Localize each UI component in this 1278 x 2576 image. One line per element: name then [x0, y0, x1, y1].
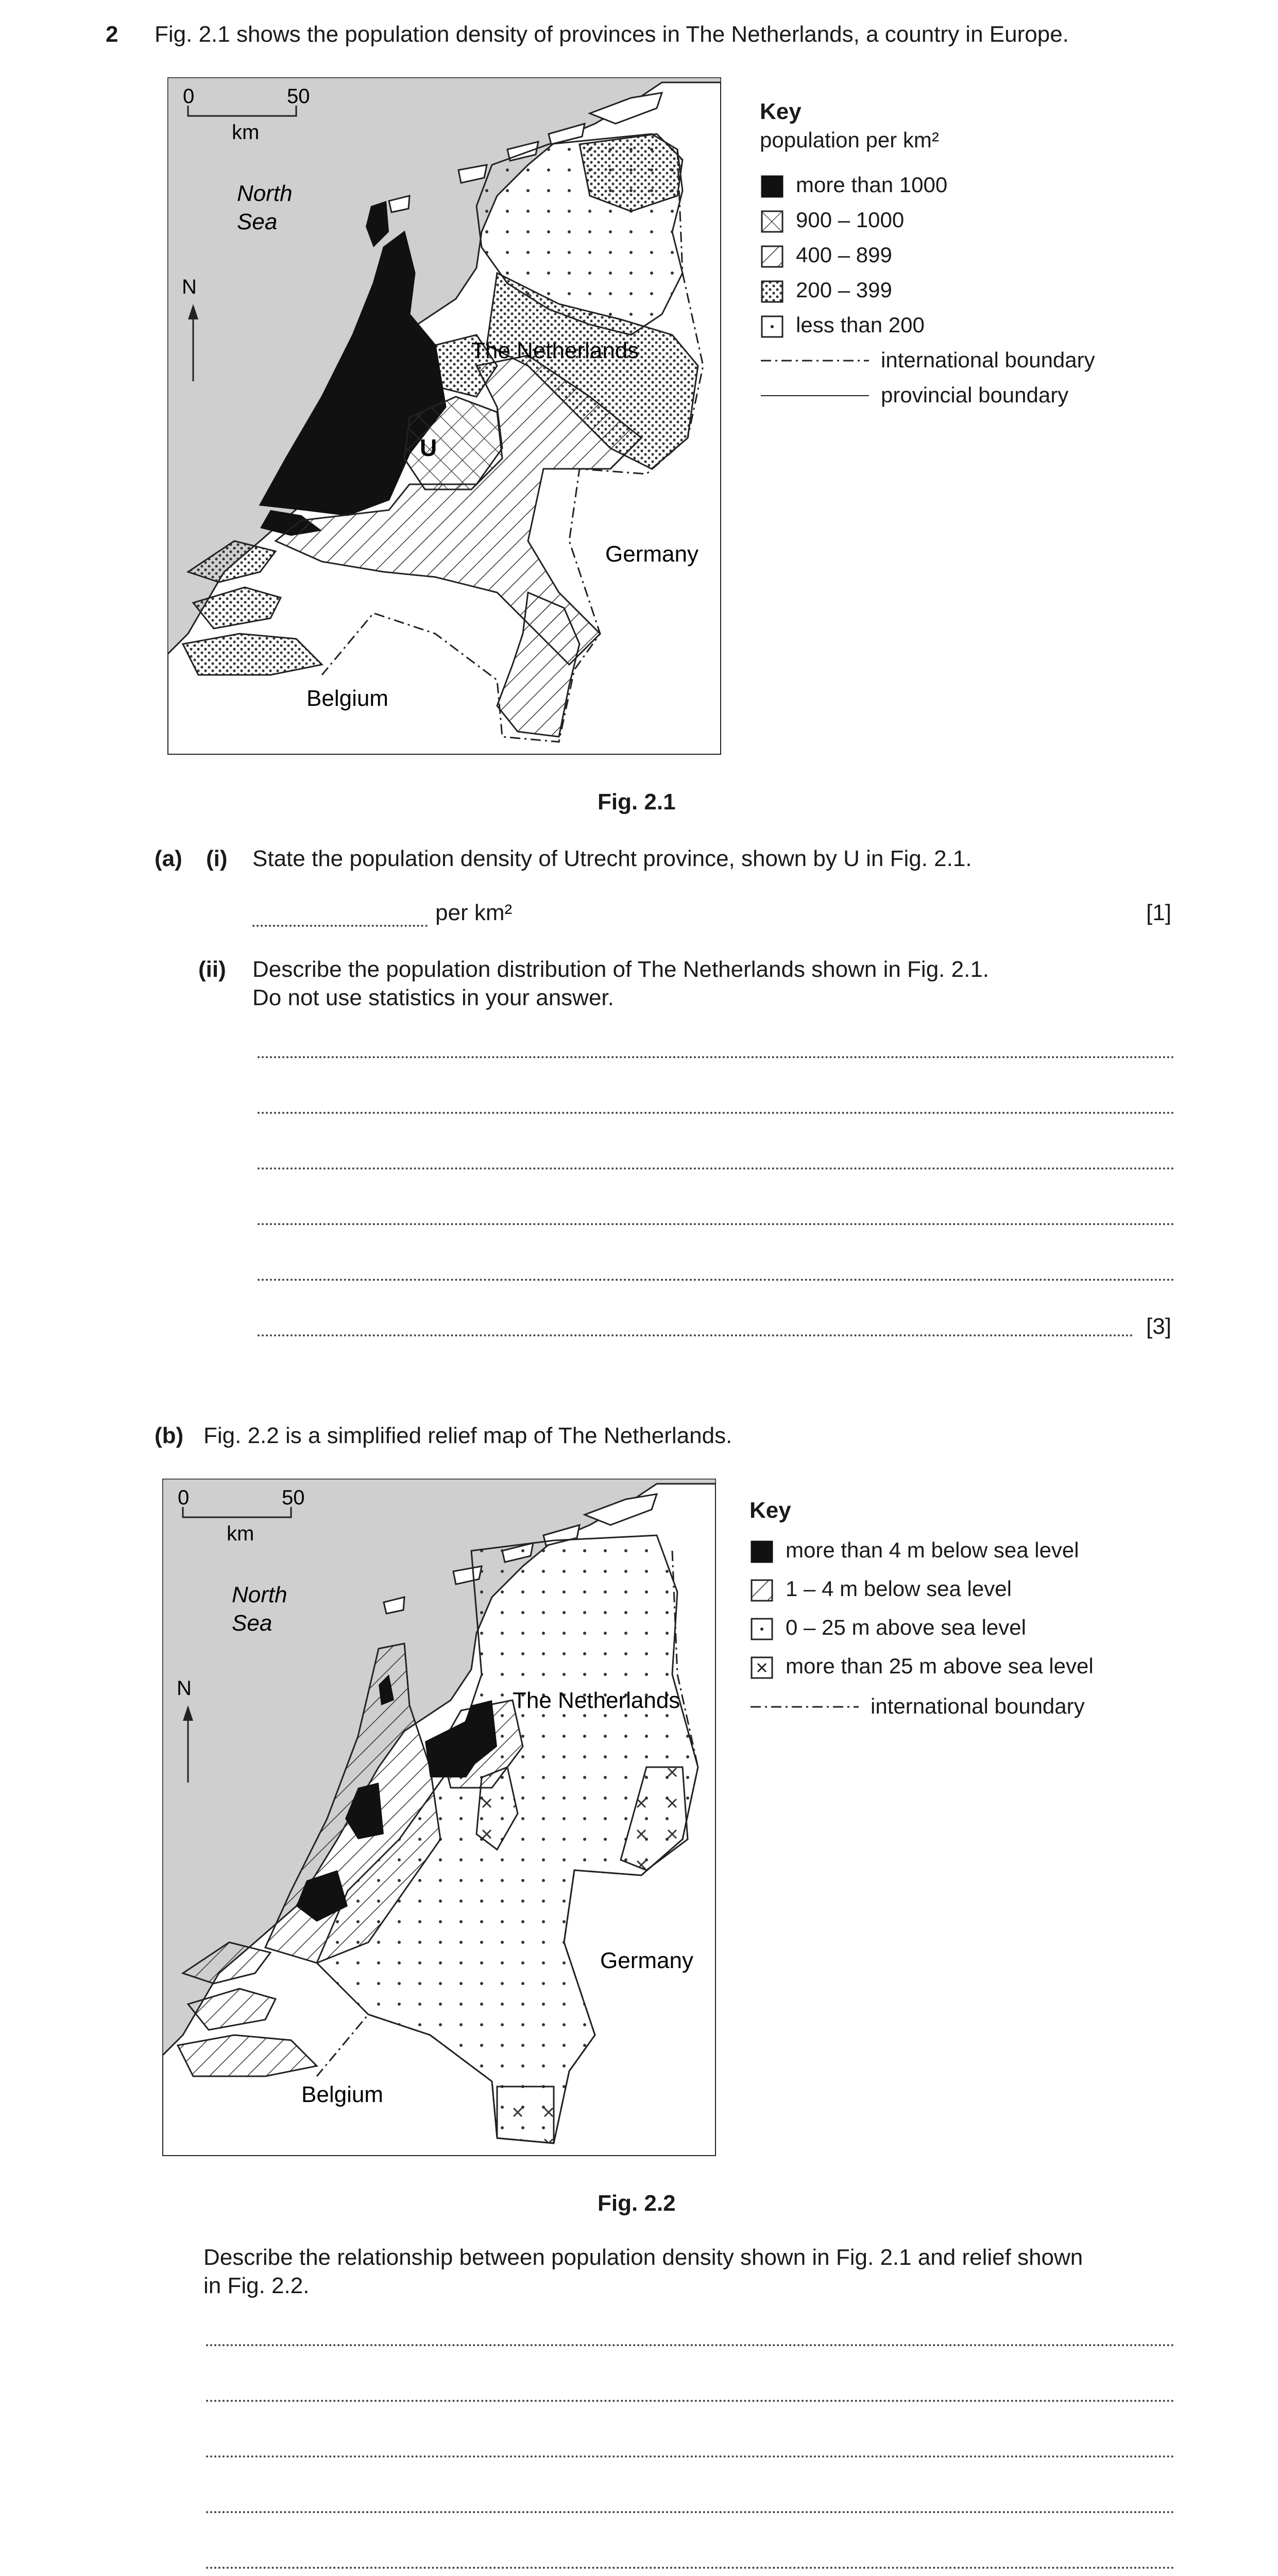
sea-label-1: North — [237, 181, 293, 206]
part-a-label: (a) — [155, 846, 182, 871]
answer-line-a-ii[interactable] — [258, 1056, 1174, 1058]
answer-line-b[interactable] — [206, 2511, 1174, 2513]
part-a-i-text: State the population density of Utrecht province, shown by U in Fig. 2.1. — [252, 846, 972, 871]
answer-line-a-ii[interactable] — [258, 1167, 1174, 1170]
sea-label-1: North — [232, 1582, 287, 1607]
country-label: The Netherlands — [513, 1688, 680, 1713]
answer-line-a-i[interactable] — [252, 925, 428, 927]
belgium-label: Belgium — [301, 2082, 383, 2107]
key-swatch-900-1000 — [761, 210, 783, 233]
part-a-ii-text-2: Do not use statistics in your answer. — [252, 985, 614, 1010]
fig2-key-item: 0 – 25 m above sea level — [786, 1615, 1026, 1639]
scale-zero: 0 — [183, 85, 195, 108]
key-swatch-under-200 — [761, 315, 783, 338]
key-swatch-over-4m-below — [751, 1540, 773, 1563]
answer-line-b[interactable] — [206, 2455, 1174, 2458]
germany-label: Germany — [600, 1948, 693, 1973]
answer-line-b[interactable] — [206, 2567, 1174, 2569]
fig1-key-item: 900 – 1000 — [796, 208, 905, 232]
scale-zero: 0 — [178, 1486, 190, 1509]
fig1-key-item: more than 1000 — [796, 173, 948, 197]
key-swatch-1-4m-below — [751, 1579, 773, 1602]
fig2-key-item: international boundary — [871, 1694, 1085, 1718]
fig2-caption: Fig. 2.2 — [598, 2191, 676, 2216]
key-line-provincial — [761, 393, 869, 398]
answer-line-b[interactable] — [206, 2400, 1174, 2402]
part-a-i-label: (i) — [206, 846, 228, 871]
part-b-question-2: in Fig. 2.2. — [203, 2273, 310, 2298]
north-label: N — [177, 1677, 192, 1700]
country-label: The Netherlands — [471, 338, 639, 363]
north-label: N — [182, 276, 197, 298]
scale-unit: km — [227, 1522, 254, 1545]
fig2-key-item: more than 4 m below sea level — [786, 1538, 1079, 1562]
scale-unit: km — [232, 121, 260, 144]
part-b-label: (b) — [155, 1423, 184, 1448]
key-line-international — [751, 1704, 859, 1709]
scale-fifty: 50 — [282, 1486, 305, 1509]
germany-label: Germany — [605, 541, 698, 567]
answer-unit: per km² — [435, 900, 513, 925]
utrecht-label: U — [420, 434, 437, 461]
part-b-text: Fig. 2.2 is a simplified relief map of The Netherlands. — [203, 1423, 732, 1448]
answer-line-a-ii[interactable] — [258, 1223, 1174, 1225]
scale-fifty: 50 — [287, 85, 310, 108]
part-a-ii-label: (ii) — [198, 957, 226, 982]
marks-a-i: [1] — [1146, 900, 1171, 925]
key-swatch-200-399 — [761, 280, 783, 303]
fig1-key-subtitle: population per km² — [760, 128, 939, 152]
question-intro: Fig. 2.1 shows the population density of provinces in The Netherlands, a country in Europe. — [155, 22, 1069, 47]
answer-line-b[interactable] — [206, 2344, 1174, 2346]
answer-line-a-ii[interactable] — [258, 1279, 1174, 1281]
fig1-key-item: provincial boundary — [881, 383, 1069, 407]
sea-label-2: Sea — [237, 209, 278, 234]
answer-line-a-ii[interactable] — [258, 1112, 1174, 1114]
fig1-caption: Fig. 2.1 — [598, 789, 676, 815]
fig1-key-item: less than 200 — [796, 313, 925, 337]
fig-2-1-map — [167, 77, 721, 755]
fig1-key-item: international boundary — [881, 348, 1095, 372]
fig1-key-title: Key — [760, 99, 802, 124]
key-line-international — [761, 358, 869, 363]
sea-label-2: Sea — [232, 1611, 272, 1636]
answer-line-a-ii[interactable] — [258, 1334, 1133, 1336]
fig2-key-item: more than 25 m above sea level — [786, 1654, 1094, 1678]
fig2-key-item: 1 – 4 m below sea level — [786, 1577, 1012, 1601]
marks-a-ii: [3] — [1146, 1314, 1171, 1339]
key-swatch-0-25m — [751, 1618, 773, 1640]
fig1-key-item: 200 – 399 — [796, 278, 892, 302]
question-number: 2 — [106, 22, 118, 47]
key-swatch-over-1000 — [761, 175, 783, 198]
belgium-label: Belgium — [306, 686, 388, 711]
fig-2-2-map — [162, 1479, 716, 2156]
key-swatch-over-25m — [751, 1656, 773, 1679]
part-b-question-1: Describe the relationship between population density shown in Fig. 2.1 and relief shown — [203, 2245, 1083, 2270]
fig1-key-item: 400 – 899 — [796, 243, 892, 267]
part-a-ii-text-1: Describe the population distribution of The Netherlands shown in Fig. 2.1. — [252, 957, 990, 982]
fig2-key-title: Key — [749, 1498, 791, 1523]
region-over-25m — [497, 2087, 554, 2143]
key-swatch-400-899 — [761, 245, 783, 268]
